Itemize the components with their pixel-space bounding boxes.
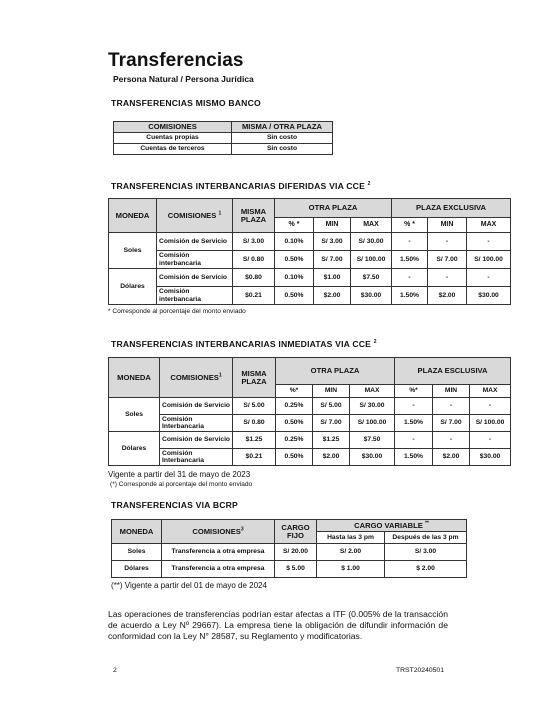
cell-otra-pct: 0.50% [276, 415, 313, 432]
column-header-moneda: MONEDA [109, 358, 160, 398]
cell-misma: S/ 5.00 [233, 398, 276, 415]
cell-moneda: Soles [112, 544, 162, 561]
column-header-comisiones [162, 520, 275, 544]
cell-comision: Comisión Interbancaria [160, 449, 233, 466]
table-row [114, 144, 333, 155]
vigente-bcrp: (**) Vigente a partir del 01 de mayo de 2024 [111, 581, 267, 590]
cell-excl-max: $30.00 [467, 287, 511, 305]
cell-excl-min: $2.00 [433, 449, 470, 466]
subheader-max: MAX [351, 218, 392, 233]
subheader-pct: %* [276, 385, 313, 398]
cell-excl-pct: 1.50% [392, 287, 428, 305]
subheader-max: MAX [470, 385, 511, 398]
subheader-min: MIN [433, 385, 470, 398]
table-row [109, 415, 511, 432]
column-header-comisiones: COMISIONES [114, 122, 232, 133]
cell-otra-min: $1.00 [314, 269, 351, 287]
cell-otra-min: S/ 3.00 [314, 233, 351, 251]
section-heading-diferidas [111, 181, 371, 191]
column-header-cargo-fijo: CARGO FIJO [275, 520, 317, 544]
heading-sup: 2 [373, 339, 377, 346]
header-text: COMISIONES [170, 372, 219, 382]
page-number: 2 [113, 667, 117, 674]
column-header-comisiones [157, 199, 233, 233]
column-header-otra-plaza: OTRA PLAZA [276, 358, 395, 385]
subheader-max: MAX [350, 385, 395, 398]
heading-text: TRANSFERENCIAS INTERBANCARIAS INMEDIATAS VIA CCE [111, 339, 372, 349]
cell-fijo: S/ 20.00 [275, 544, 317, 561]
cell-otra-min: S/ 7.00 [314, 251, 351, 269]
cell-excl-min: $2.00 [428, 287, 467, 305]
cell-misma: S/ 3.00 [233, 233, 275, 251]
header-sup: 1 [218, 371, 222, 378]
document-code: TRST20240501 [396, 667, 444, 674]
table-row [114, 133, 333, 144]
cell-comision: Comisión de Servicio [157, 233, 233, 251]
page-title: Transferencias [108, 50, 244, 71]
cell-excl-min: S/ 7.00 [428, 251, 467, 269]
cell-otra-pct: 0.25% [276, 432, 313, 449]
subheader-min: MIN [314, 218, 351, 233]
cell-otra-pct: 0.50% [276, 449, 313, 466]
cell-otra-pct: 0.10% [275, 269, 314, 287]
table-row [109, 432, 511, 449]
cell-excl-min: - [433, 432, 470, 449]
cell-comision: Comisión de Servicio [160, 432, 233, 449]
column-header-comisiones [160, 358, 233, 398]
cell-excl-max: - [470, 398, 511, 415]
cell-otra-max: $7.50 [351, 269, 392, 287]
footnote-inmediatas: (*) Corresponde al porcentaje del monto enviado [110, 481, 253, 488]
table-row [109, 251, 511, 269]
table-row [112, 561, 467, 578]
cell-excl-pct: - [395, 398, 433, 415]
cell-moneda: Soles [109, 233, 157, 269]
cell-otra-min: S/ 5.00 [313, 398, 350, 415]
cell-excl-pct: 1.50% [395, 415, 433, 432]
subheader-min: MIN [313, 385, 350, 398]
cell-misma: S/ 0.80 [233, 251, 275, 269]
column-header-moneda: MONEDA [112, 520, 162, 544]
cell-excl-pct: - [392, 269, 428, 287]
cell-misma: $1.25 [233, 432, 276, 449]
column-header-plaza-exclusiva: PLAZA ESCLUSIVA [395, 358, 511, 385]
cell-excl-min: - [428, 233, 467, 251]
header-text: COMISIONES [192, 526, 241, 536]
cell-excl-max: - [467, 269, 511, 287]
cell-misma: $0.80 [233, 269, 275, 287]
cell-excl-max: - [467, 233, 511, 251]
cell-excl-min: - [433, 398, 470, 415]
subheader-pct: %* [395, 385, 433, 398]
footnote-diferidas: * Corresponde al porcentaje del monto enviado [108, 308, 246, 315]
cell-misma: $0.21 [233, 287, 275, 305]
cell-otra-max: S/ 100.00 [350, 415, 395, 432]
cell-despues: $ 2.00 [385, 561, 467, 578]
column-header-otra-plaza: OTRA PLAZA [275, 199, 392, 218]
cell-excl-min: S/ 7.00 [433, 415, 470, 432]
cell-otra-min: S/ 7.00 [313, 415, 350, 432]
table-row [109, 398, 511, 415]
cell-otra-pct: 0.10% [275, 233, 314, 251]
subheader-hasta: Hasta las 3 pm [317, 532, 385, 544]
header-sup: 1 [218, 209, 222, 216]
cell-otra-min: $2.00 [314, 287, 351, 305]
cell-excl-max: $30.00 [470, 449, 511, 466]
header-text: CARGO VARIABLE [354, 520, 423, 530]
column-header-misma-plaza: MISMA PLAZA [233, 199, 275, 233]
subheader-pct: % * [392, 218, 428, 233]
cell-otra-max: S/ 100.00 [351, 251, 392, 269]
table-row [109, 287, 511, 305]
table-row [112, 544, 467, 561]
cell-comision: Comisión de Servicio [157, 269, 233, 287]
subheader-min: MIN [428, 218, 467, 233]
column-header-misma-otra-plaza: MISMA / OTRA PLAZA [232, 122, 333, 133]
cell-comision: Comisión de Servicio [160, 398, 233, 415]
cell-moneda: Dólares [109, 269, 157, 305]
cell-otra-pct: 0.50% [275, 287, 314, 305]
closing-paragraph: Las operaciones de transferencias podrían estar afectas a ITF (0.005% de la transacción de acuerdo a Ley Nº 29667). La empresa tiene la obligación de difundir información de conformidad con la Ley N° 28587, su Reglamento y modificatorias. [108, 609, 448, 642]
cell-comision: Transferencia a otra empresa [162, 561, 275, 578]
heading-text: TRANSFERENCIAS INTERBANCARIAS DIFERIDAS VIA CCE [111, 181, 366, 191]
cell-comision: Transferencia a otra empresa [162, 544, 275, 561]
row-label: Cuentas propias [114, 133, 232, 144]
cell-otra-max: S/ 30.00 [350, 398, 395, 415]
table-row [109, 269, 511, 287]
cell-fijo: $ 5.00 [275, 561, 317, 578]
heading-sup: 2 [367, 181, 371, 188]
column-header-cargo-variable [317, 520, 467, 532]
cell-excl-max: - [470, 432, 511, 449]
cell-hasta: $ 1.00 [317, 561, 385, 578]
row-value: Sin costo [232, 133, 333, 144]
cell-hasta: S/ 2.00 [317, 544, 385, 561]
page-subtitle: Persona Natural / Persona Jurídica [113, 74, 254, 84]
cell-despues: S/ 3.00 [385, 544, 467, 561]
subheader-max: MAX [467, 218, 511, 233]
cell-excl-max: S/ 100.00 [470, 415, 511, 432]
row-value: Sin costo [232, 144, 333, 155]
cell-moneda: Dólares [109, 432, 160, 466]
cell-otra-min: $1.25 [313, 432, 350, 449]
cell-otra-max: S/ 30.00 [351, 233, 392, 251]
subheader-despues: Después de las 3 pm [385, 532, 467, 544]
column-header-misma-plaza: MISMA PLAZA [233, 358, 276, 398]
header-sup: 3 [240, 525, 244, 532]
section-heading-inmediatas [111, 339, 377, 349]
table-diferidas [108, 198, 511, 305]
cell-moneda: Dólares [112, 561, 162, 578]
cell-excl-pct: - [395, 432, 433, 449]
subheader-pct: % * [275, 218, 314, 233]
cell-excl-min: - [428, 269, 467, 287]
cell-moneda: Soles [109, 398, 160, 432]
table-bcrp [111, 519, 467, 578]
section-heading-mismo-banco: TRANSFERENCIAS MISMO BANCO [111, 98, 261, 108]
table-row [109, 449, 511, 466]
cell-excl-max: S/ 100.00 [467, 251, 511, 269]
column-header-plaza-exclusiva: PLAZA EXCLUSIVA [392, 199, 511, 218]
header-sup: ** [424, 519, 429, 526]
cell-otra-pct: 0.50% [275, 251, 314, 269]
row-label: Cuentas de terceros [114, 144, 232, 155]
cell-otra-max: $30.00 [351, 287, 392, 305]
cell-misma: $0.21 [233, 449, 276, 466]
header-text: COMISIONES [167, 210, 217, 220]
cell-otra-max: $7.50 [350, 432, 395, 449]
cell-otra-max: $30.00 [350, 449, 395, 466]
table-row [109, 233, 511, 251]
cell-comision: Comisión interbancaria [157, 287, 233, 305]
cell-misma: S/ 0.80 [233, 415, 276, 432]
cell-comision: Comisión interbancaria [157, 251, 233, 269]
column-header-moneda: MONEDA [109, 199, 157, 233]
cell-excl-pct: 1.50% [395, 449, 433, 466]
cell-otra-pct: 0.25% [276, 398, 313, 415]
vigente-inmediatas: Vigente a partir del 31 de mayo de 2023 [108, 470, 251, 479]
cell-otra-min: $2.00 [313, 449, 350, 466]
table-inmediatas [108, 357, 511, 466]
cell-comision: Comisión Interbancaria [160, 415, 233, 432]
cell-excl-pct: 1.50% [392, 251, 428, 269]
section-heading-bcrp: TRANSFERENCIAS VIA BCRP [111, 500, 238, 510]
table-mismo-banco [113, 121, 333, 155]
cell-excl-pct: - [392, 233, 428, 251]
